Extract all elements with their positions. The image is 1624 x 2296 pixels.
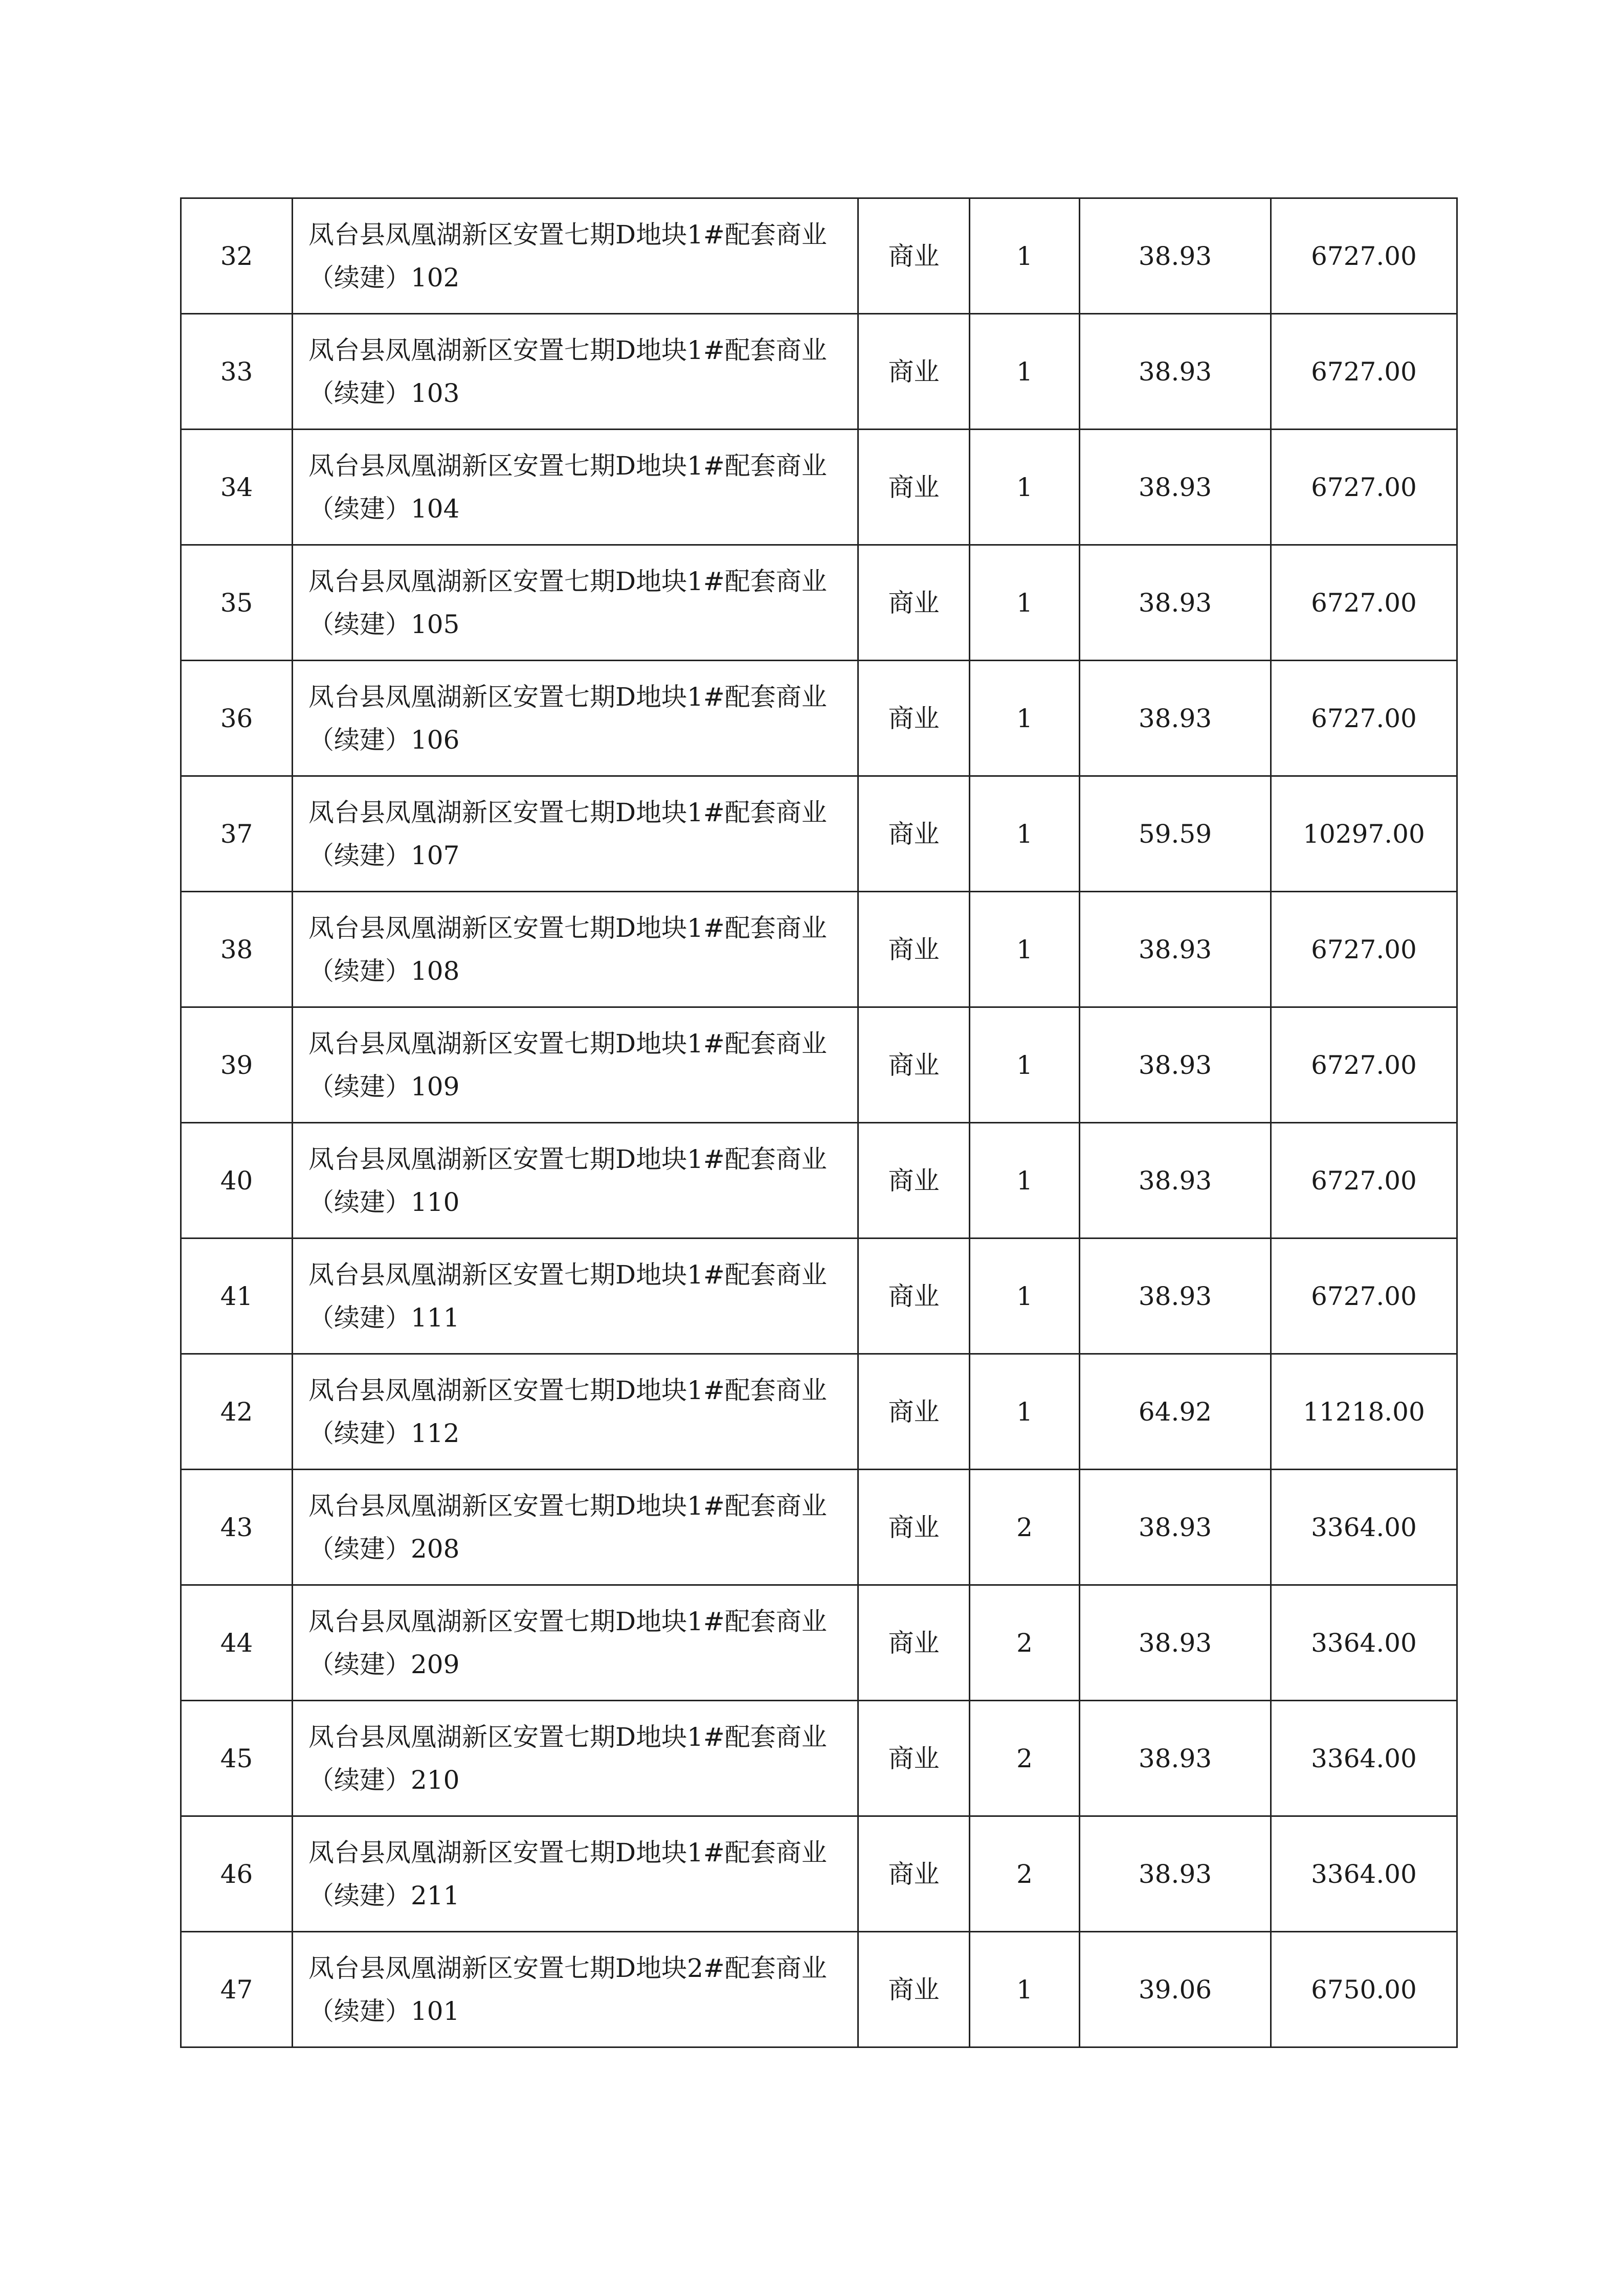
- price-text: 6727.00: [1311, 1281, 1417, 1311]
- floor-cell: [970, 545, 1080, 661]
- floor-text: 1: [1016, 703, 1033, 733]
- property-units-table: [180, 197, 1458, 2048]
- area-text: 38.93: [1138, 588, 1212, 618]
- floor-text: 2: [1016, 1743, 1033, 1773]
- price-text: 3364.00: [1311, 1628, 1417, 1658]
- area-text: 38.93: [1138, 1743, 1212, 1773]
- floor-text: 1: [1016, 819, 1033, 849]
- usage-text: 商业: [888, 356, 940, 387]
- area-cell: [1080, 661, 1271, 776]
- row-number-cell: [181, 1470, 293, 1585]
- row-number-text: 43: [220, 1512, 253, 1542]
- area-cell: [1080, 198, 1271, 314]
- row-number-text: 38: [220, 934, 253, 964]
- unit-name-cell: [293, 314, 858, 430]
- floor-cell: [970, 1239, 1080, 1354]
- price-cell: [1271, 1354, 1457, 1470]
- usage-text: 商业: [888, 1050, 940, 1080]
- floor-text: 2: [1016, 1512, 1033, 1542]
- table-row: [181, 198, 1457, 314]
- usage-cell: [858, 1354, 970, 1470]
- usage-cell: [858, 1239, 970, 1354]
- table-row: [181, 1470, 1457, 1585]
- row-number-text: 47: [220, 1974, 253, 2005]
- area-text: 38.93: [1138, 1165, 1212, 1196]
- unit-name-text: 凤台县凤凰湖新区安置七期D地块1#配套商业（续建）108: [308, 913, 827, 986]
- floor-text: 1: [1016, 934, 1033, 964]
- table-row: [181, 1354, 1457, 1470]
- area-cell: [1080, 1585, 1271, 1701]
- unit-name-text: 凤台县凤凰湖新区安置七期D地块1#配套商业（续建）111: [308, 1259, 827, 1333]
- price-cell: [1271, 892, 1457, 1007]
- floor-cell: [970, 314, 1080, 430]
- price-text: 3364.00: [1311, 1743, 1417, 1773]
- row-number-text: 35: [220, 588, 253, 618]
- usage-cell: [858, 1701, 970, 1816]
- table-row: [181, 1239, 1457, 1354]
- usage-text: 商业: [888, 934, 940, 964]
- floor-cell: [970, 198, 1080, 314]
- usage-text: 商业: [888, 1859, 940, 1889]
- price-cell: [1271, 1239, 1457, 1354]
- floor-text: 1: [1016, 1397, 1033, 1427]
- row-number-cell: [181, 1007, 293, 1123]
- area-cell: [1080, 892, 1271, 1007]
- area-text: 38.93: [1138, 1512, 1212, 1542]
- unit-name-text: 凤台县凤凰湖新区安置七期D地块1#配套商业（续建）107: [308, 797, 827, 870]
- table-row: [181, 430, 1457, 545]
- price-text: 6727.00: [1311, 703, 1417, 733]
- usage-cell: [858, 776, 970, 892]
- price-text: 3364.00: [1311, 1859, 1417, 1889]
- floor-cell: [970, 776, 1080, 892]
- usage-cell: [858, 314, 970, 430]
- table-row: [181, 892, 1457, 1007]
- area-text: 38.93: [1138, 1628, 1212, 1658]
- row-number-cell: [181, 314, 293, 430]
- unit-name-cell: [293, 1816, 858, 1932]
- price-cell: [1271, 1701, 1457, 1816]
- row-number-cell: [181, 1585, 293, 1701]
- table-row: [181, 1123, 1457, 1239]
- row-number-cell: [181, 776, 293, 892]
- area-text: 38.93: [1138, 703, 1212, 733]
- row-number-cell: [181, 430, 293, 545]
- price-cell: [1271, 1007, 1457, 1123]
- usage-cell: [858, 1123, 970, 1239]
- table-body: [181, 198, 1457, 2047]
- price-cell: [1271, 430, 1457, 545]
- unit-name-text: 凤台县凤凰湖新区安置七期D地块1#配套商业（续建）210: [308, 1722, 827, 1795]
- row-number-cell: [181, 1816, 293, 1932]
- price-cell: [1271, 198, 1457, 314]
- unit-name-text: 凤台县凤凰湖新区安置七期D地块1#配套商业（续建）105: [308, 566, 827, 639]
- price-text: 10297.00: [1303, 819, 1425, 849]
- row-number-text: 41: [220, 1281, 253, 1311]
- area-text: 38.93: [1138, 241, 1212, 271]
- usage-cell: [858, 1932, 970, 2047]
- area-cell: [1080, 545, 1271, 661]
- price-text: 6727.00: [1311, 472, 1417, 502]
- area-cell: [1080, 1007, 1271, 1123]
- floor-text: 1: [1016, 356, 1033, 387]
- floor-cell: [970, 1585, 1080, 1701]
- price-text: 3364.00: [1311, 1512, 1417, 1542]
- usage-text: 商业: [888, 1974, 940, 2005]
- usage-text: 商业: [888, 1281, 940, 1311]
- usage-text: 商业: [888, 1165, 940, 1196]
- unit-name-cell: [293, 1470, 858, 1585]
- usage-text: 商业: [888, 241, 940, 271]
- price-text: 6727.00: [1311, 241, 1417, 271]
- table-row: [181, 661, 1457, 776]
- area-cell: [1080, 1932, 1271, 2047]
- floor-cell: [970, 1816, 1080, 1932]
- unit-name-cell: [293, 1007, 858, 1123]
- price-cell: [1271, 314, 1457, 430]
- document-page: [180, 197, 1456, 2048]
- floor-text: 2: [1016, 1628, 1033, 1658]
- row-number-cell: [181, 1239, 293, 1354]
- row-number-cell: [181, 1932, 293, 2047]
- unit-name-text: 凤台县凤凰湖新区安置七期D地块1#配套商业（续建）106: [308, 682, 827, 755]
- usage-cell: [858, 1007, 970, 1123]
- price-cell: [1271, 1123, 1457, 1239]
- floor-text: 2: [1016, 1859, 1033, 1889]
- usage-text: 商业: [888, 472, 940, 502]
- row-number-text: 40: [220, 1165, 253, 1196]
- unit-name-text: 凤台县凤凰湖新区安置七期D地块1#配套商业（续建）102: [308, 219, 827, 292]
- floor-text: 1: [1016, 1165, 1033, 1196]
- table-row: [181, 1007, 1457, 1123]
- floor-text: 1: [1016, 1974, 1033, 2005]
- unit-name-cell: [293, 1701, 858, 1816]
- unit-name-text: 凤台县凤凰湖新区安置七期D地块1#配套商业（续建）109: [308, 1028, 827, 1101]
- price-text: 6750.00: [1311, 1974, 1417, 2005]
- row-number-text: 45: [220, 1743, 253, 1773]
- row-number-text: 39: [220, 1050, 253, 1080]
- row-number-text: 32: [220, 241, 253, 271]
- table-row: [181, 776, 1457, 892]
- area-cell: [1080, 776, 1271, 892]
- floor-text: 1: [1016, 1050, 1033, 1080]
- price-cell: [1271, 1816, 1457, 1932]
- unit-name-cell: [293, 661, 858, 776]
- area-cell: [1080, 1354, 1271, 1470]
- area-cell: [1080, 314, 1271, 430]
- row-number-text: 34: [220, 472, 253, 502]
- usage-cell: [858, 198, 970, 314]
- area-cell: [1080, 1239, 1271, 1354]
- price-cell: [1271, 776, 1457, 892]
- unit-name-text: 凤台县凤凰湖新区安置七期D地块1#配套商业（续建）104: [308, 451, 827, 524]
- table-row: [181, 1701, 1457, 1816]
- table-row: [181, 545, 1457, 661]
- usage-text: 商业: [888, 1628, 940, 1658]
- floor-cell: [970, 1701, 1080, 1816]
- price-cell: [1271, 545, 1457, 661]
- usage-text: 商业: [888, 1743, 940, 1773]
- usage-text: 商业: [888, 1512, 940, 1542]
- usage-cell: [858, 545, 970, 661]
- usage-text: 商业: [888, 819, 940, 849]
- floor-text: 1: [1016, 588, 1033, 618]
- area-text: 38.93: [1138, 1859, 1212, 1889]
- price-cell: [1271, 1585, 1457, 1701]
- usage-text: 商业: [888, 588, 940, 618]
- area-text: 64.92: [1138, 1397, 1212, 1427]
- row-number-cell: [181, 661, 293, 776]
- row-number-text: 33: [220, 356, 253, 387]
- row-number-text: 36: [220, 703, 253, 733]
- price-cell: [1271, 1932, 1457, 2047]
- price-text: 11218.00: [1303, 1397, 1425, 1427]
- floor-cell: [970, 1932, 1080, 2047]
- price-text: 6727.00: [1311, 1050, 1417, 1080]
- row-number-text: 44: [220, 1628, 253, 1658]
- row-number-cell: [181, 198, 293, 314]
- floor-cell: [970, 1354, 1080, 1470]
- area-cell: [1080, 1123, 1271, 1239]
- row-number-cell: [181, 892, 293, 1007]
- row-number-text: 46: [220, 1859, 253, 1889]
- area-text: 38.93: [1138, 1050, 1212, 1080]
- unit-name-cell: [293, 198, 858, 314]
- floor-cell: [970, 1007, 1080, 1123]
- floor-cell: [970, 661, 1080, 776]
- area-cell: [1080, 1470, 1271, 1585]
- row-number-cell: [181, 1123, 293, 1239]
- usage-text: 商业: [888, 703, 940, 733]
- unit-name-cell: [293, 545, 858, 661]
- table-row: [181, 1932, 1457, 2047]
- price-text: 6727.00: [1311, 588, 1417, 618]
- floor-cell: [970, 1123, 1080, 1239]
- price-text: 6727.00: [1311, 934, 1417, 964]
- row-number-cell: [181, 1701, 293, 1816]
- floor-text: 1: [1016, 1281, 1033, 1311]
- area-text: 38.93: [1138, 356, 1212, 387]
- price-cell: [1271, 1470, 1457, 1585]
- usage-cell: [858, 1470, 970, 1585]
- row-number-text: 37: [220, 819, 253, 849]
- unit-name-cell: [293, 1239, 858, 1354]
- row-number-cell: [181, 1354, 293, 1470]
- area-text: 38.93: [1138, 472, 1212, 502]
- unit-name-cell: [293, 1585, 858, 1701]
- unit-name-text: 凤台县凤凰湖新区安置七期D地块1#配套商业（续建）103: [308, 335, 827, 408]
- unit-name-text: 凤台县凤凰湖新区安置七期D地块2#配套商业（续建）101: [308, 1953, 827, 2026]
- usage-cell: [858, 1585, 970, 1701]
- unit-name-text: 凤台县凤凰湖新区安置七期D地块1#配套商业（续建）110: [308, 1144, 827, 1217]
- table-row: [181, 1585, 1457, 1701]
- usage-cell: [858, 892, 970, 1007]
- area-text: 38.93: [1138, 1281, 1212, 1311]
- floor-cell: [970, 1470, 1080, 1585]
- area-cell: [1080, 430, 1271, 545]
- floor-cell: [970, 430, 1080, 545]
- area-cell: [1080, 1816, 1271, 1932]
- table-row: [181, 314, 1457, 430]
- unit-name-cell: [293, 892, 858, 1007]
- area-text: 39.06: [1138, 1974, 1212, 2005]
- unit-name-cell: [293, 1354, 858, 1470]
- price-cell: [1271, 661, 1457, 776]
- area-text: 59.59: [1138, 819, 1212, 849]
- unit-name-cell: [293, 776, 858, 892]
- row-number-cell: [181, 545, 293, 661]
- floor-text: 1: [1016, 241, 1033, 271]
- usage-cell: [858, 661, 970, 776]
- table-row: [181, 1816, 1457, 1932]
- unit-name-text: 凤台县凤凰湖新区安置七期D地块1#配套商业（续建）209: [308, 1606, 827, 1679]
- usage-text: 商业: [888, 1397, 940, 1427]
- price-text: 6727.00: [1311, 356, 1417, 387]
- unit-name-cell: [293, 1123, 858, 1239]
- floor-text: 1: [1016, 472, 1033, 502]
- unit-name-cell: [293, 430, 858, 545]
- unit-name-text: 凤台县凤凰湖新区安置七期D地块1#配套商业（续建）112: [308, 1375, 827, 1448]
- unit-name-text: 凤台县凤凰湖新区安置七期D地块1#配套商业（续建）211: [308, 1837, 827, 1910]
- usage-cell: [858, 430, 970, 545]
- unit-name-cell: [293, 1932, 858, 2047]
- area-cell: [1080, 1701, 1271, 1816]
- row-number-text: 42: [220, 1397, 253, 1427]
- unit-name-text: 凤台县凤凰湖新区安置七期D地块1#配套商业（续建）208: [308, 1491, 827, 1564]
- price-text: 6727.00: [1311, 1165, 1417, 1196]
- floor-cell: [970, 892, 1080, 1007]
- usage-cell: [858, 1816, 970, 1932]
- area-text: 38.93: [1138, 934, 1212, 964]
